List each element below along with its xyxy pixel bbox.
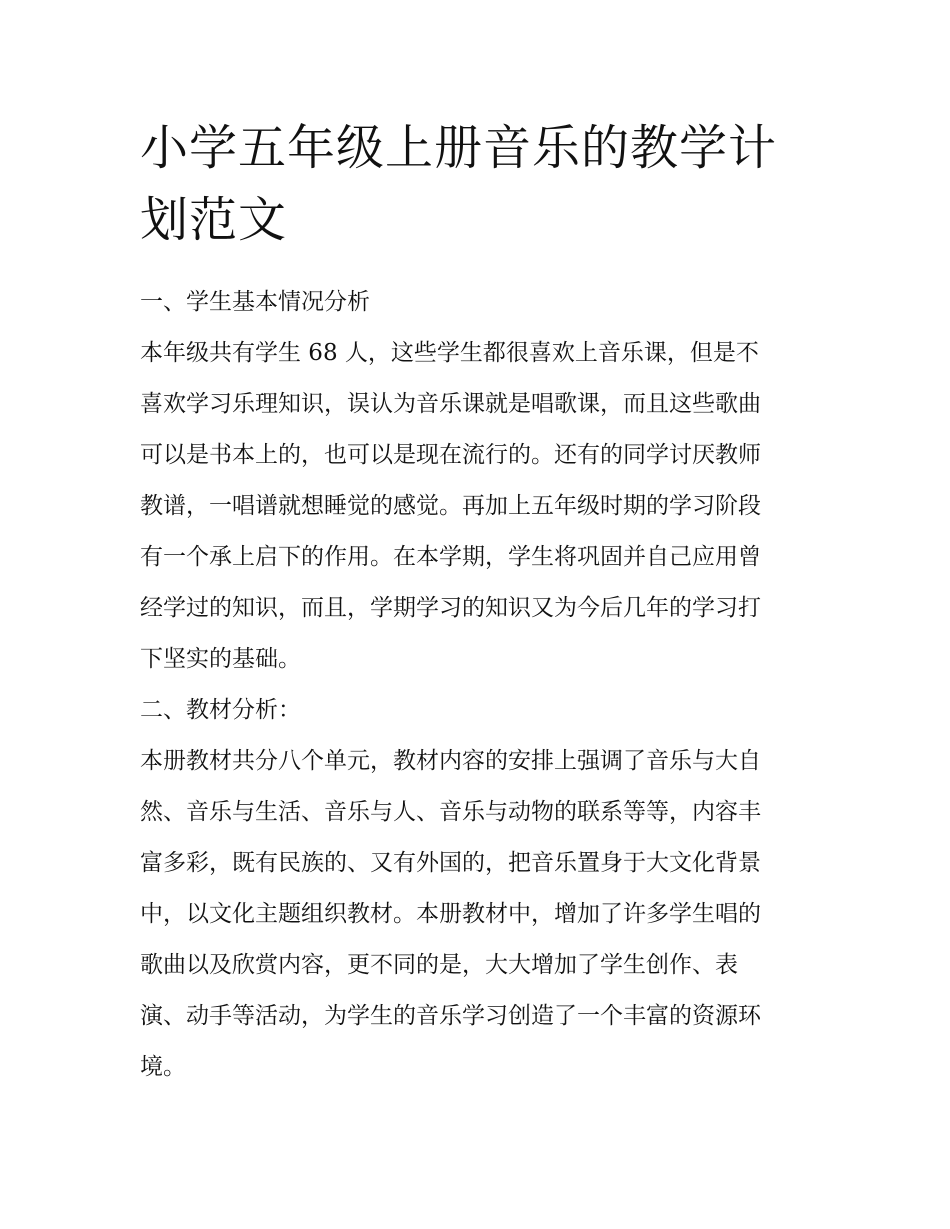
section-heading: 二、教材分析： (140, 697, 301, 723)
text-line: 经学过的知识，而且，学期学习的知识又为今后几年的学习打 (140, 595, 761, 621)
section-textbook-analysis (140, 685, 815, 1093)
text-line: 本年级共有学生 68 人，这些学生都很喜欢上音乐课，但是不 (140, 340, 759, 366)
text-line: 歌曲以及欣赏内容，更不同的是，大大增加了学生创作、表 (140, 952, 738, 978)
text-line: 教谱，一唱谱就想睡觉的感觉。再加上五年级时期的学习阶段 (140, 493, 761, 519)
paragraph (140, 736, 815, 1093)
text-line: 然、音乐与生活、音乐与人、音乐与动物的联系等等，内容丰 (140, 799, 761, 825)
paragraph (140, 328, 815, 685)
text-line: 有一个承上启下的作用。在本学期，学生将巩固并自己应用曾 (140, 544, 761, 570)
text-line: 喜欢学习乐理知识，误认为音乐课就是唱歌课，而且这些歌曲 (140, 391, 761, 417)
text-line: 演、动手等活动，为学生的音乐学习创造了一个丰富的资源环 (140, 1003, 761, 1029)
text-line: 本册教材共分八个单元，教材内容的安排上强调了音乐与大自 (140, 748, 761, 774)
section-heading: 一、学生基本情况分析 (140, 289, 370, 315)
text-line: 中，以文化主题组织教材。本册教材中，增加了许多学生唱的 (140, 901, 761, 927)
document-page (140, 112, 815, 1093)
text-line: 境。 (140, 1054, 186, 1080)
text-line: 下坚实的基础。 (140, 646, 301, 672)
document-title (140, 112, 815, 256)
section-student-analysis (140, 277, 815, 685)
text-line: 可以是书本上的，也可以是现在流行的。还有的同学讨厌教师 (140, 442, 761, 468)
title-line-1: 小学五年级上册音乐的教学计 (140, 120, 778, 176)
title-line-2: 划范文 (140, 192, 288, 248)
text-line: 富多彩，既有民族的、又有外国的，把音乐置身于大文化背景 (140, 850, 761, 876)
